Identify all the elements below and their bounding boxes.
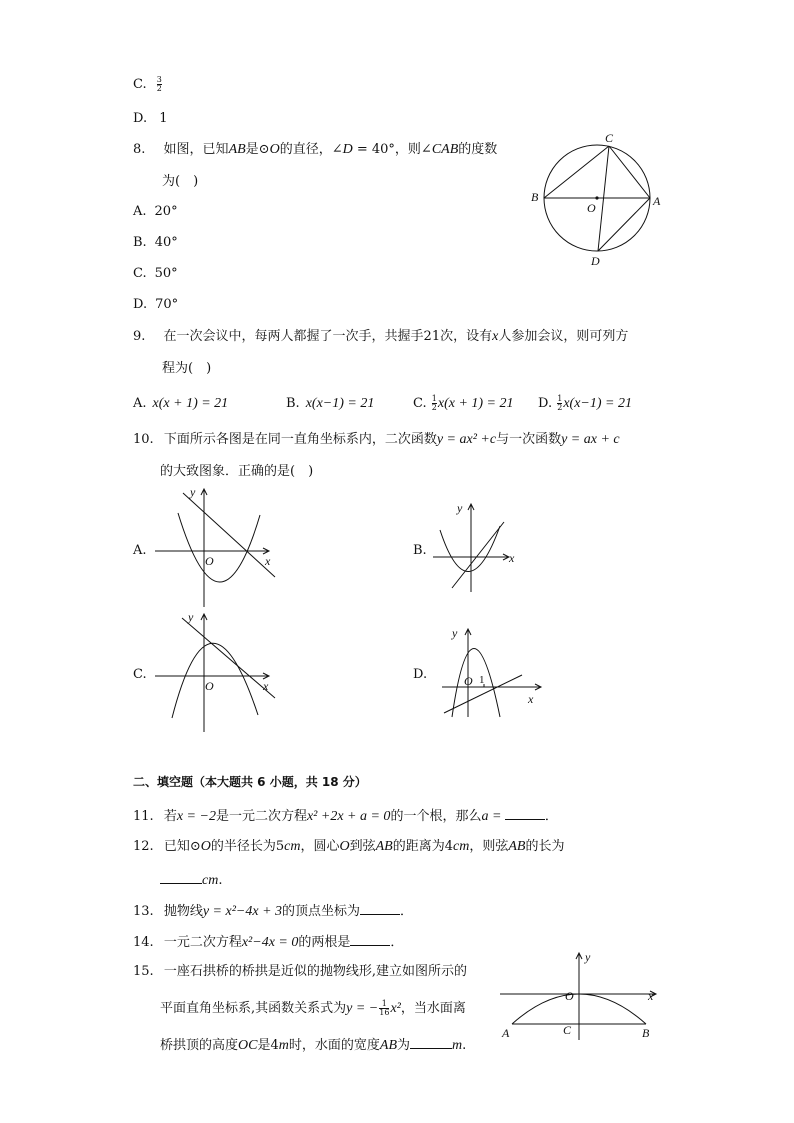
option-text: x(x + 1) = 21 — [152, 396, 229, 411]
question-number: 8. — [133, 142, 146, 157]
text: 桥拱顶的高度 — [160, 1038, 239, 1053]
text: 一元二次方程 — [163, 935, 242, 950]
text: ，当水面离 — [400, 1001, 466, 1016]
fraction — [557, 395, 562, 412]
text: 是⊙ — [245, 142, 270, 157]
question-number: 10. — [133, 432, 154, 447]
q12-stem-line2 — [160, 872, 222, 888]
math: O — [339, 839, 350, 854]
math: m — [452, 1038, 463, 1053]
q15-stem-line2 — [160, 1000, 466, 1017]
label-y: y — [457, 501, 463, 515]
fraction — [379, 1000, 389, 1017]
q10-graph-c — [150, 610, 280, 735]
q10-option-d-label: D. — [413, 667, 428, 682]
option-text: x(x + 1) = 21 — [437, 396, 514, 411]
text: 下面所示各图是在同一直角坐标系内，二次函数 — [163, 432, 437, 447]
text: 时，水面的宽度 — [288, 1038, 380, 1053]
label-o: O — [205, 679, 214, 693]
option-text: 1 — [159, 111, 168, 126]
label-y: y — [585, 950, 591, 964]
label-c: C — [605, 131, 614, 145]
q7-option-d — [133, 112, 168, 125]
answer-blank[interactable] — [505, 808, 545, 820]
q8-circle-figure — [525, 128, 675, 273]
text: 的直径，∠ — [279, 142, 343, 157]
label-x: x — [648, 989, 654, 1003]
q10-graph-a — [150, 485, 280, 610]
option-label: B. — [286, 396, 300, 411]
text: 在一次会议中，每两人都握了一次手，共握手21次，设有 — [163, 329, 493, 344]
option-label: A. — [133, 204, 147, 219]
q10-graph-b — [430, 500, 530, 595]
option-label: B. — [133, 235, 147, 250]
label-y: y — [190, 485, 196, 499]
parabola — [172, 643, 258, 718]
label-x: x — [509, 551, 515, 565]
text: 的距离为4 — [392, 839, 454, 854]
option-text: x(x−1) = 21 — [305, 396, 375, 411]
math: m — [278, 1038, 289, 1053]
math: y = − — [346, 1001, 379, 1016]
line — [182, 618, 275, 698]
math: D — [342, 142, 353, 157]
math: a = — [481, 809, 505, 824]
text: ，圆心 — [300, 839, 340, 854]
option-label: C. — [413, 396, 427, 411]
q15-stem-line1 — [133, 965, 467, 978]
math: x² — [390, 1001, 401, 1016]
option-label: D. — [538, 396, 553, 411]
q7-option-c — [133, 76, 163, 93]
numerator: 3 — [156, 75, 162, 84]
text: 与一次函数 — [496, 432, 562, 447]
text: 的半径长为5 — [210, 839, 285, 854]
text: 的一个根，那么 — [390, 809, 482, 824]
chord-ca — [609, 146, 650, 198]
text: . — [462, 1038, 467, 1053]
option-text: 40° — [154, 235, 178, 250]
text: = 40°，则∠ — [352, 142, 432, 157]
option-label: C. — [133, 266, 147, 281]
label-o: O — [587, 201, 596, 215]
math: x = −2 — [176, 809, 216, 824]
math: cm — [453, 839, 470, 854]
numerator: 1 — [431, 394, 437, 403]
option-text: x(x−1) = 21 — [563, 396, 632, 411]
line — [183, 493, 275, 577]
text: . — [218, 873, 223, 888]
math: AB — [379, 1038, 397, 1053]
label-c: C — [563, 1023, 572, 1037]
answer-blank[interactable] — [160, 872, 202, 884]
q9-stem-line1 — [133, 330, 628, 344]
math: x — [492, 329, 499, 344]
option-label: D. — [133, 297, 148, 312]
text: 如图，已知 — [163, 142, 229, 157]
parabola — [178, 513, 260, 582]
q10-option-c-label: C. — [133, 667, 147, 682]
math: AB — [508, 839, 526, 854]
q10-stem-line1 — [133, 433, 620, 447]
q12-stem-line1 — [133, 840, 564, 854]
label-x: x — [265, 554, 271, 568]
label-b: B — [642, 1026, 650, 1040]
q8-option-c — [133, 267, 178, 280]
fraction — [432, 395, 437, 412]
denominator: 2 — [156, 84, 162, 93]
q11-stem — [133, 808, 558, 824]
text: 一座石拱桥的桥拱是近似的抛物线形,建立如图所示的 — [163, 964, 467, 979]
math: x²−4x = 0 — [241, 935, 299, 950]
question-number: 11. — [133, 809, 154, 824]
fraction — [157, 76, 162, 93]
q8-stem-line2: 为( ) — [162, 174, 199, 189]
label-o: O — [565, 989, 574, 1003]
math: x² +2x + a = 0 — [306, 809, 391, 824]
label-1: 1 — [479, 674, 485, 686]
question-number: 15. — [133, 964, 154, 979]
text: 是4 — [257, 1038, 279, 1053]
math: y = x²−4x + 3 — [202, 904, 283, 919]
denominator: 2 — [557, 403, 563, 412]
parabola — [452, 649, 500, 718]
label-b: B — [531, 190, 539, 204]
numerator: 1 — [379, 1000, 389, 1009]
q8-stem-line1 — [133, 143, 497, 157]
label-d: D — [591, 254, 600, 268]
math: AB — [375, 839, 393, 854]
option-label: A. — [133, 396, 147, 411]
q14-stem — [133, 934, 403, 950]
text: 已知⊙ — [163, 839, 201, 854]
text: ，则弦 — [469, 839, 509, 854]
q15-bridge-figure — [500, 948, 665, 1043]
q13-stem — [133, 903, 413, 919]
math: O — [269, 142, 280, 157]
option-text: 50° — [154, 266, 178, 281]
label-y: y — [452, 626, 458, 640]
q9-option-b — [286, 397, 374, 411]
label-o: O — [205, 554, 214, 568]
line — [452, 522, 504, 588]
question-number: 14. — [133, 935, 154, 950]
text: 抛物线 — [163, 904, 203, 919]
center-dot — [595, 196, 598, 199]
q8-option-b — [133, 236, 178, 249]
section-heading: 二、填空题（本大题共 6 小题，共 18 分） — [133, 775, 367, 789]
option-text: 20° — [154, 204, 178, 219]
denominator: 2 — [431, 403, 437, 412]
question-number: 9. — [133, 329, 146, 344]
q10-stem-line2: 的大致图象．正确的是( ) — [160, 464, 314, 479]
option-text: 70° — [155, 297, 179, 312]
q9-option-c — [413, 395, 514, 412]
text: 的两根是 — [298, 935, 351, 950]
q15-stem-line3 — [160, 1037, 466, 1053]
answer-blank[interactable] — [360, 903, 400, 915]
math: AB — [228, 142, 246, 157]
answer-blank[interactable] — [350, 934, 390, 946]
text: 到弦 — [349, 839, 376, 854]
q8-option-a — [133, 205, 178, 218]
text: ． — [400, 904, 414, 919]
chord-bc — [544, 146, 609, 198]
option-label: D. — [133, 111, 148, 126]
math: cm — [284, 839, 301, 854]
text: 是一元二次方程 — [215, 809, 307, 824]
math: y = ax² +c — [436, 432, 497, 447]
math: CAB — [431, 142, 459, 157]
q10-option-a-label: A. — [133, 543, 147, 558]
text: 为 — [397, 1038, 411, 1053]
math: OC — [238, 1038, 258, 1053]
text: 平面直角坐标系,其函数关系式为 — [160, 1001, 347, 1016]
q9-option-d — [538, 395, 632, 412]
text: 若 — [163, 809, 177, 824]
label-x: x — [528, 692, 534, 706]
answer-blank[interactable] — [410, 1037, 452, 1049]
option-label: C. — [133, 77, 147, 92]
label-x: x — [263, 679, 269, 693]
math: cm — [202, 873, 219, 888]
q10-option-b-label: B. — [413, 543, 427, 558]
text: 的度数 — [458, 142, 498, 157]
q9-stem-line2: 程为( ) — [162, 361, 212, 376]
label-a: A — [653, 194, 661, 208]
question-number: 13. — [133, 904, 154, 919]
math: O — [200, 839, 211, 854]
text: 人参加会议，则可列方 — [498, 329, 629, 344]
denominator: 16 — [379, 1008, 390, 1017]
text: 的长为 — [525, 839, 565, 854]
numerator: 1 — [557, 394, 563, 403]
label-o: O — [464, 674, 473, 688]
math: y = ax + c — [561, 432, 620, 447]
q8-option-d — [133, 298, 178, 311]
text: ． — [390, 935, 404, 950]
question-number: 12. — [133, 839, 154, 854]
q9-option-a — [133, 397, 228, 411]
label-y: y — [188, 610, 194, 624]
text: 的顶点坐标为 — [282, 904, 361, 919]
label-a: A — [502, 1026, 510, 1040]
text: ． — [544, 809, 558, 824]
q10-graph-d — [440, 625, 550, 720]
